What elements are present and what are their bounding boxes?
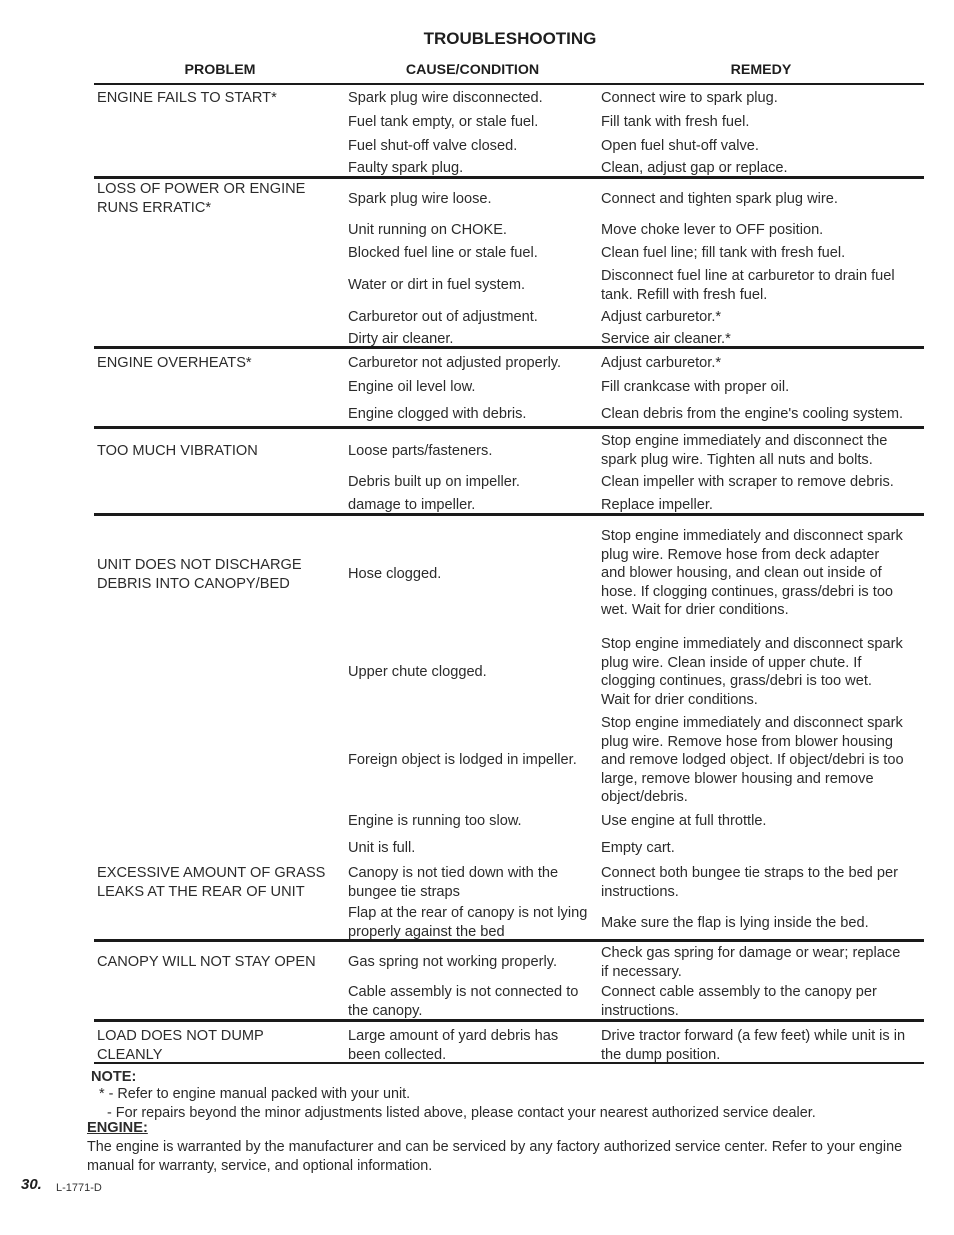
table-rule xyxy=(94,83,924,85)
cause-text: Water or dirt in fuel system. xyxy=(348,277,526,293)
cause-text: Flap at the rear of canopy is not lying xyxy=(348,905,588,921)
cause-text: Fuel shut-off valve closed. xyxy=(348,138,518,154)
table-rule xyxy=(94,939,924,942)
remedy-text: and blower housing, and clean out inside of xyxy=(601,565,882,582)
remedy-text: and remove lodged object. If object/debri is too xyxy=(601,752,904,769)
remedy-text: Stop engine immediately and disconnect the xyxy=(601,433,888,449)
remedy-text: Drive tractor forward (a few feet) while unit is in xyxy=(601,1028,906,1044)
cause-text: the canopy. xyxy=(348,1002,423,1019)
cause-text: Blocked fuel line or stale fuel. xyxy=(348,245,538,261)
remedy-text: Empty cart. xyxy=(601,840,675,856)
remedy-text: Clean fuel line; fill tank with fresh fuel. xyxy=(601,245,846,261)
cause-text: Dirty air cleaner. xyxy=(348,331,454,347)
cause-text: Hose clogged. xyxy=(348,566,442,582)
remedy-text: plug wire. Remove hose from deck adapter xyxy=(601,546,880,563)
cause-text: properly against the bed xyxy=(348,923,505,940)
note-line: - For repairs beyond the minor adjustments listed above, please contact your nearest authorized service dealer. xyxy=(107,1105,816,1121)
cause-text: Engine oil level low. xyxy=(348,379,476,395)
remedy-text: Stop engine immediately and disconnect spark xyxy=(601,528,903,544)
remedy-text: the dump position. xyxy=(601,1046,721,1063)
cause-text: Spark plug wire loose. xyxy=(348,191,492,207)
cause-text: Carburetor out of adjustment. xyxy=(348,309,538,325)
note-line: * - Refer to engine manual packed with your unit. xyxy=(99,1086,411,1102)
problem-label: RUNS ERRATIC* xyxy=(97,199,212,216)
cause-text: Unit running on CHOKE. xyxy=(348,222,507,238)
remedy-text: Wait for drier conditions. xyxy=(601,691,758,708)
remedy-text: wet. Wait for drier conditions. xyxy=(601,602,789,619)
engine-section-title: ENGINE: xyxy=(87,1120,148,1136)
column-header-cause: CAUSE/CONDITION xyxy=(405,62,540,78)
remedy-text: Disconnect fuel line at carburetor to drain fuel xyxy=(601,268,895,284)
cause-text: Cable assembly is not connected to xyxy=(348,984,579,1000)
remedy-text: hose. If clogging continues, grass/debri is too xyxy=(601,583,894,600)
cause-text: Unit is full. xyxy=(348,840,416,856)
remedy-text: Check gas spring for damage or wear; replace xyxy=(601,945,901,961)
problem-label: ENGINE FAILS TO START* xyxy=(97,90,277,106)
problem-label: EXCESSIVE AMOUNT OF GRASS xyxy=(97,865,326,881)
problem-label: CANOPY WILL NOT STAY OPEN xyxy=(97,954,316,970)
remedy-text: instructions. xyxy=(601,883,679,900)
remedy-text: Fill crankcase with proper oil. xyxy=(601,379,790,395)
remedy-text: Fill tank with fresh fuel. xyxy=(601,114,750,130)
remedy-text: spark plug wire. Tighten all nuts and bolts. xyxy=(601,451,873,468)
remedy-text: Service air cleaner.* xyxy=(601,331,731,347)
remedy-text: Connect and tighten spark plug wire. xyxy=(601,191,838,207)
table-rule xyxy=(94,176,924,179)
cause-text: Faulty spark plug. xyxy=(348,160,464,176)
remedy-text: Move choke lever to OFF position. xyxy=(601,222,824,238)
table-rule xyxy=(94,426,924,429)
problem-label: LOSS OF POWER OR ENGINE xyxy=(97,181,306,197)
cause-text: Engine is running too slow. xyxy=(348,813,522,829)
remedy-text: plug wire. Clean inside of upper chute. If xyxy=(601,654,862,671)
cause-text: Spark plug wire disconnected. xyxy=(348,90,543,106)
remedy-text: plug wire. Remove hose from blower housing xyxy=(601,733,894,750)
cause-text: Carburetor not adjusted properly. xyxy=(348,355,562,371)
remedy-text: Stop engine immediately and disconnect spark xyxy=(601,636,903,652)
remedy-text: Connect cable assembly to the canopy per xyxy=(601,984,877,1000)
problem-label: CLEANLY xyxy=(97,1046,163,1063)
problem-label: DEBRIS INTO CANOPY/BED xyxy=(97,575,290,592)
engine-section-text: The engine is warranted by the manufacturer and can be serviced by any factory authorized service center. Refer to your engine manual for warranty, service, and optional information. xyxy=(87,1139,903,1174)
table-rule xyxy=(94,1019,924,1022)
cause-text: damage to impeller. xyxy=(348,497,476,513)
remedy-text: object/debris. xyxy=(601,789,688,806)
remedy-text: Open fuel shut-off valve. xyxy=(601,138,759,154)
problem-label: LOAD DOES NOT DUMP xyxy=(97,1028,264,1044)
cause-text: Gas spring not working properly. xyxy=(348,954,558,970)
remedy-text: Clean impeller with scraper to remove debris. xyxy=(601,474,894,490)
column-header-remedy: REMEDY xyxy=(730,62,792,78)
remedy-text: Replace impeller. xyxy=(601,497,713,513)
remedy-text: Connect both bungee tie straps to the bed per xyxy=(601,865,898,881)
problem-label: UNIT DOES NOT DISCHARGE xyxy=(97,557,302,573)
document-code: L-1771-D xyxy=(56,1182,102,1194)
cause-text: Engine clogged with debris. xyxy=(348,406,527,422)
remedy-text: large, remove blower housing and remove xyxy=(601,770,874,787)
remedy-text: Stop engine immediately and disconnect spark xyxy=(601,715,903,731)
table-rule xyxy=(94,1062,924,1064)
cause-text: been collected. xyxy=(348,1046,447,1063)
remedy-text: tank. Refill with fresh fuel. xyxy=(601,286,768,303)
cause-text: Upper chute clogged. xyxy=(348,664,487,680)
cause-text: Large amount of yard debris has xyxy=(348,1028,559,1044)
column-header-problem: PROBLEM xyxy=(184,62,256,78)
note-title: NOTE: xyxy=(91,1069,137,1085)
cause-text: Debris built up on impeller. xyxy=(348,474,520,490)
cause-text: Foreign object is lodged in impeller. xyxy=(348,752,577,768)
remedy-text: clogging continues, grass/debri is too wet. xyxy=(601,673,872,690)
table-rule xyxy=(94,346,924,349)
problem-label: ENGINE OVERHEATS* xyxy=(97,355,252,371)
remedy-text: if necessary. xyxy=(601,963,682,980)
cause-text: Loose parts/fasteners. xyxy=(348,443,493,459)
page-number: 30. xyxy=(21,1176,42,1193)
problem-label: LEAKS AT THE REAR OF UNIT xyxy=(97,883,305,900)
remedy-text: Clean, adjust gap or replace. xyxy=(601,160,788,176)
problem-label: TOO MUCH VIBRATION xyxy=(97,443,258,459)
page-title: TROUBLESHOOTING xyxy=(423,29,597,48)
remedy-text: Use engine at full throttle. xyxy=(601,813,767,829)
table-rule xyxy=(94,513,924,516)
remedy-text: Adjust carburetor.* xyxy=(601,309,722,325)
cause-text: Canopy is not tied down with the xyxy=(348,865,559,881)
remedy-text: instructions. xyxy=(601,1002,679,1019)
cause-text: bungee tie straps xyxy=(348,883,460,900)
cause-text: Fuel tank empty, or stale fuel. xyxy=(348,114,539,130)
remedy-text: Adjust carburetor.* xyxy=(601,355,722,371)
remedy-text: Connect wire to spark plug. xyxy=(601,90,778,106)
remedy-text: Clean debris from the engine's cooling system. xyxy=(601,406,904,422)
remedy-text: Make sure the flap is lying inside the bed. xyxy=(601,915,869,931)
